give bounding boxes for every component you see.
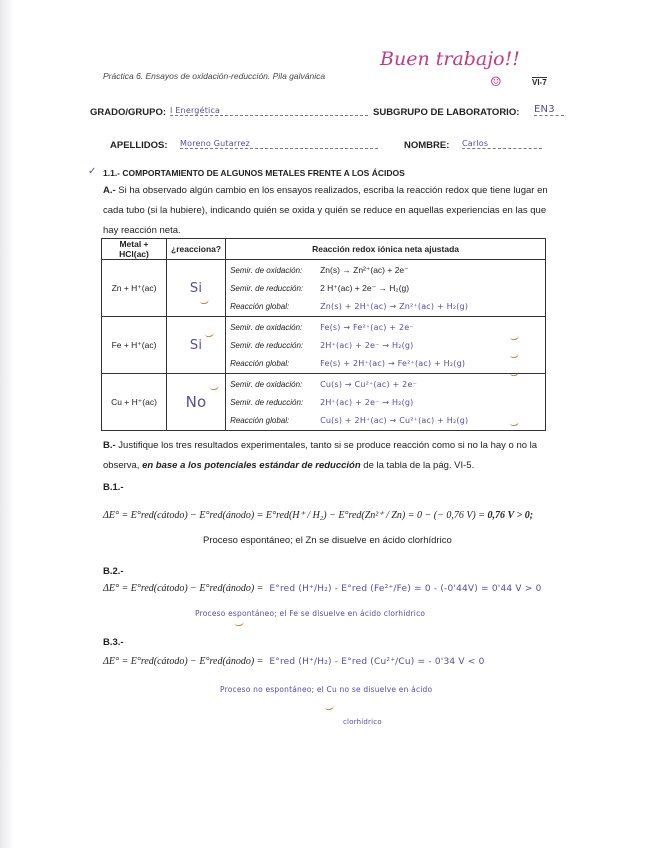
part-b-emphasis: en base a los potenciales estándar de reducción [142, 460, 361, 471]
red-value: 2 H⁺(ac) + 2e⁻ → H₂(g) [320, 282, 410, 293]
check-mark-icon: ✓ [88, 166, 97, 177]
apellidos-field[interactable]: Moreno Gutarrez [180, 139, 378, 149]
b3-equation-row [103, 656, 485, 667]
b3-equation: ΔE° = E°red(cátodo) − E°red(ánodo) = [103, 656, 264, 667]
part-a-line-3: hay reacción neta. [103, 225, 181, 236]
b1-result: 0,76 V > 0; [487, 510, 534, 521]
red-value[interactable]: 2H⁺(ac) + 2e⁻ → H₂(g) [320, 340, 414, 350]
ox-value[interactable]: Fe(s) → Fe²⁺(ac) + 2e⁻ [320, 322, 414, 332]
nombre-label: NOMBRE: [404, 140, 450, 151]
ox-label: Semir. de oxidación: [230, 379, 303, 389]
b1-label: B.1.- [103, 482, 124, 493]
header-reacciona: ¿reacciona? [167, 239, 226, 260]
header-metal: Metal + HCl(ac) [102, 239, 167, 260]
b2-equation: ΔE° = E°red(cátodo) − E°red(ánodo) = [103, 583, 264, 594]
reacciona-cell[interactable]: Si [167, 260, 226, 317]
b1-conclusion: Proceso espontáneo; el Zn se disuelve en ácido clorhídrico [203, 535, 452, 546]
reacciona-cell[interactable]: Si [167, 317, 226, 374]
b2-conclusion[interactable]: Proceso espontáneo; el Fe se disuelve en ácido clorhídrico [195, 609, 426, 618]
reaction-cell [226, 374, 546, 431]
b3-conclusion-line-2[interactable]: clorhídrico [343, 718, 382, 726]
global-label: Reacción global: [230, 358, 290, 368]
part-a-label: A.- [103, 185, 116, 196]
b2-label: B.2.- [103, 566, 124, 577]
ox-label: Semir. de oxidación: [230, 265, 303, 275]
metal-cell: Zn + H⁺(ac) [102, 260, 167, 317]
metal-cell: Cu + H⁺(ac) [102, 374, 167, 431]
part-a-text: Si ha observado algún cambio en los ensayos realizados, escriba la reacción redox que tiene lugar en [115, 185, 548, 196]
part-b-text: Justifique los tres resultados experimentales, tanto si se produce reacción como si no la hay o no la [115, 440, 538, 451]
red-label: Semir. de reducción: [230, 340, 304, 350]
grado-field[interactable]: I Energética [170, 106, 368, 116]
reaction-cell [226, 317, 546, 374]
part-b-line-2 [103, 460, 474, 471]
ox-value[interactable]: Cu(s) → Cu²⁺(ac) + 2e⁻ [320, 379, 417, 389]
section-title: 1.1.- COMPORTAMIENTO DE ALGUNOS METALES FRENTE A LOS ÁCIDOS [103, 168, 405, 178]
b2-equation-row [103, 583, 542, 594]
practice-title: Práctica 6. Ensayos de oxidación-reducción. Pila galvánica [103, 71, 326, 81]
reaction-cell [226, 260, 546, 317]
red-value[interactable]: 2H⁺(ac) + 2e⁻ → H₂(g) [320, 397, 414, 407]
grado-label: GRADO/GRUPO: [90, 107, 166, 118]
part-b-line-1 [103, 440, 537, 451]
smiley-icon: ☺ [490, 75, 502, 90]
table-row [102, 374, 546, 431]
table-row [102, 260, 546, 317]
part-b-text: observa, [103, 460, 143, 471]
ox-label: Semir. de oxidación: [230, 322, 303, 332]
global-value[interactable]: Fe(s) + 2H⁺(ac) → Fe²⁺(ac) + H₂(g) [320, 358, 466, 368]
teacher-comment: Buen trabajo!! [380, 48, 520, 70]
b3-answer[interactable]: E°red (H⁺/H₂) - E°red (Cu²⁺/Cu) = - 0'34 V < 0 [269, 657, 485, 667]
b3-conclusion-line-1[interactable]: Proceso no espontáneo; el Cu no se disuelve en ácido [220, 685, 433, 694]
nombre-field[interactable]: Carlos [462, 139, 542, 149]
apellidos-label: APELLIDOS: [110, 140, 168, 151]
header-reaccion: Reacción redox iónica neta ajustada [226, 239, 546, 260]
page-number: VI-7 [532, 78, 547, 87]
ox-value: Zn(s) → Zn²⁺(ac) + 2e⁻ [320, 264, 409, 275]
global-value[interactable]: Cu(s) + 2H⁺(ac) → Cu²⁺(ac) + H₂(g) [320, 415, 469, 425]
redox-table [101, 238, 546, 431]
table-header-row [102, 239, 546, 260]
red-label: Semir. de reducción: [230, 283, 304, 293]
metal-cell: Fe + H⁺(ac) [102, 317, 167, 374]
reacciona-cell[interactable]: No [167, 374, 226, 431]
subgrupo-label: SUBGRUPO DE LABORATORIO: [373, 107, 520, 118]
b2-answer[interactable]: E°red (H⁺/H₂) - E°red (Fe²⁺/Fe) = 0 - (-0'44V) = 0'44 V > 0 [269, 584, 542, 594]
table-row [102, 317, 546, 374]
global-label: Reacción global: [230, 415, 290, 425]
check-mark-icon [235, 621, 245, 627]
b1-equation-text: ΔE° = E°red(cátodo) − E°red(ánodo) = E°red(H⁺ / H₂) − E°red(Zn²⁺ / Zn) = 0 − (− 0,76 V) = [103, 510, 488, 521]
part-b-label: B.- [103, 440, 116, 451]
part-a-line-1 [103, 185, 548, 196]
part-b-text: de la tabla de la pág. VI-5. [360, 460, 475, 471]
red-label: Semir. de reducción: [230, 397, 304, 407]
global-value[interactable]: Zn(s) + 2H⁺(ac) → Zn²⁺(ac) + H₂(g) [320, 301, 469, 311]
b3-label: B.3.- [103, 637, 124, 648]
check-mark-icon [325, 705, 335, 711]
scan-edge-shadow [0, 0, 14, 848]
b1-equation [103, 510, 533, 521]
global-label: Reacción global: [230, 301, 290, 311]
subgrupo-field[interactable]: EN3 [534, 104, 564, 116]
part-a-line-2: cada tubo (si la hubiere), indicando quién se oxida y quién se reduce en aquellas experiencias en las que [103, 205, 547, 216]
